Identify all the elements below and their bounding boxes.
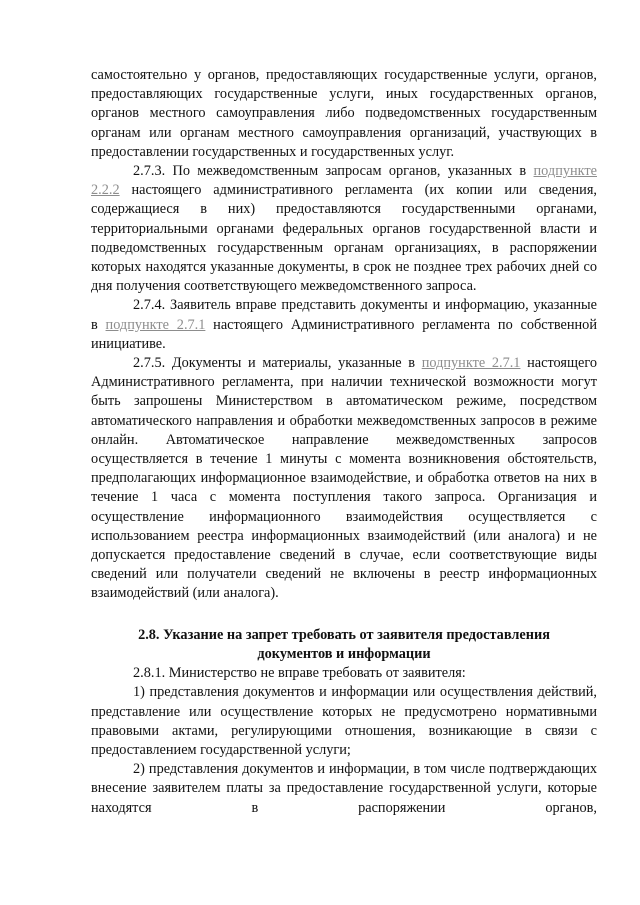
list-item-2: 2) представления документов и информации, в том числе подтверждающих внесение заявителем платы за предоставление государственной услуги, которые находятся в распоряжении органов, — [91, 761, 597, 816]
heading-line: 2.8. Указание на запрет требовать от заявителя предоставления — [138, 626, 550, 643]
paragraph-text: настоящего административного регламента (их копии или сведения, содержащиеся в них) предоставляются государственными органами, территориальными органами федеральных органов государственной власти и подведомственных государственным органам организациях, в распоряжении которых находятся указанные документы, в срок не позднее трех рабочих дней со дня получения соответствующего межведомственного запроса. — [91, 182, 597, 295]
paragraph-text: 2.7.5. Документы и материалы, указанные в — [133, 355, 422, 372]
paragraph-continuation: самостоятельно у органов, предоставляющих государственные услуги, органов, предоставляющих государственные услуги, иных государственных органов, органов местного самоуправления либо подведомственных государственным органам или органам местного самоуправления организаций, участвующих в предоставлении государственных и государственных услуг. — [91, 67, 597, 160]
paragraph-text: 2.7.3. По межведомственным запросам органов, указанных в — [133, 163, 534, 180]
paragraph-2-7-3 — [91, 162, 597, 296]
paragraph-2-7-5 — [91, 354, 597, 604]
heading-line: документов и информации — [257, 645, 431, 662]
paragraph-2-8-1: 2.8.1. Министерство не вправе требовать от заявителя: — [133, 665, 466, 682]
paragraph-text: 2.7.4. Заявитель вправе представить документы и информацию, указанные в — [91, 297, 597, 333]
link-subclause-2-7-1[interactable]: подпункте 2.7.1 — [105, 316, 206, 333]
link-subclause-2-2-2[interactable]: подпункте 2.2.2 — [91, 163, 597, 199]
link-subclause-2-7-1[interactable]: подпункте 2.7.1 — [421, 355, 521, 372]
paragraph-text: настоящего Административного регламента, при наличии технической возможности могут быть запрошены Министерством в автоматическом режиме, посредством автоматического направления и обработки межведомственных запросов в режиме онлайн. Автоматическое направление межведомственных запросов осуществляется в течение 1 минуты с момента возникновения обстоятельств, предполагающих информационное взаимодействие, и обработка ответов на них в течение 1 часа с момента поступления такого запроса. Организация и осуществление информационного взаимодействия осуществляется с использованием реестра информационных взаимодействий (или аналога) и не допускается предоставление сведений в случае, если соответствующие виды сведений или получатели сведений не включены в реестр информационных взаимодействий (или аналога). — [91, 355, 597, 602]
list-item-1: 1) представления документов и информации или осуществления действий, представление или осуществление которых не предусмотрено нормативными правовыми актами, регулирующими отношения, возникающие в связи с предоставлением государственной услуги; — [91, 684, 597, 758]
document-page — [91, 66, 597, 818]
section-heading-2-8 — [91, 626, 597, 664]
paragraph-text: настоящего Административного регламента по собственной инициативе. — [91, 316, 597, 352]
paragraph-2-7-4 — [91, 296, 597, 354]
